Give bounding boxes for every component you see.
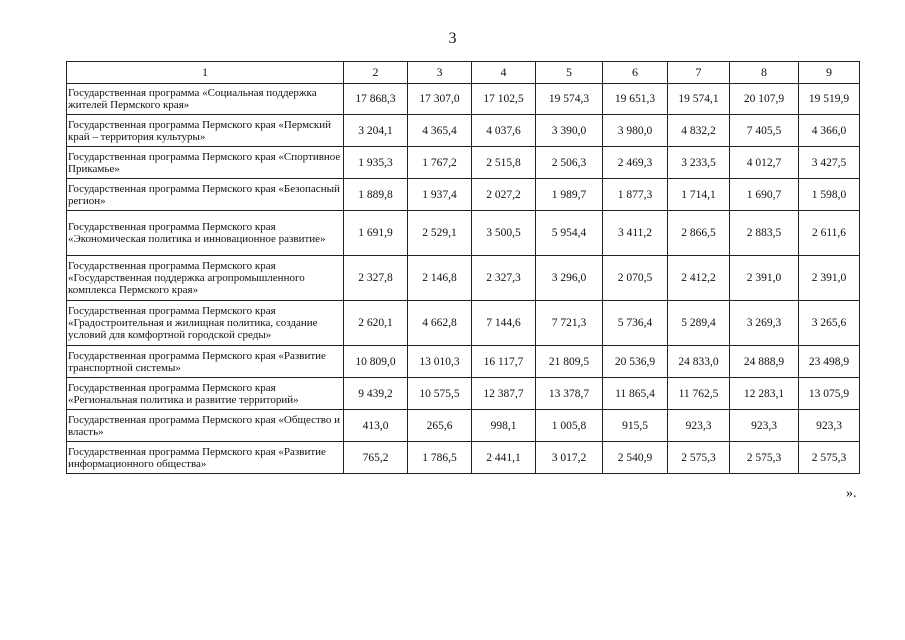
program-name-cell: Государственная программа Пермского края «Пермский край – территория культуры» bbox=[67, 115, 344, 147]
table-row bbox=[67, 442, 860, 474]
page-number: 3 bbox=[448, 30, 457, 47]
column-header-6: 6 bbox=[603, 62, 668, 84]
column-header-4: 4 bbox=[472, 62, 536, 84]
program-name-cell: Государственная программа Пермского края «Безопасный регион» bbox=[67, 179, 344, 211]
value-cell-col-2: 3 204,1 bbox=[344, 115, 408, 147]
program-name-cell: Государственная программа «Социальная поддержка жителей Пермского края» bbox=[67, 84, 344, 115]
value-cell-col-3: 4 662,8 bbox=[408, 301, 472, 346]
value-cell-col-9: 19 519,9 bbox=[799, 84, 860, 115]
value-cell-col-2: 413,0 bbox=[344, 410, 408, 442]
value-cell-col-5: 1 989,7 bbox=[536, 179, 603, 211]
value-cell-col-4: 12 387,7 bbox=[472, 378, 536, 410]
value-cell-col-9: 1 598,0 bbox=[799, 179, 860, 211]
column-header-1: 1 bbox=[67, 62, 344, 84]
value-cell-col-4: 4 037,6 bbox=[472, 115, 536, 147]
value-cell-col-9: 13 075,9 bbox=[799, 378, 860, 410]
value-cell-col-7: 24 833,0 bbox=[668, 346, 730, 378]
value-cell-col-8: 2 883,5 bbox=[730, 211, 799, 256]
table-row bbox=[67, 301, 860, 346]
value-cell-col-8: 4 012,7 bbox=[730, 147, 799, 179]
table-row bbox=[67, 346, 860, 378]
value-cell-col-5: 3 296,0 bbox=[536, 256, 603, 301]
value-cell-col-8: 1 690,7 bbox=[730, 179, 799, 211]
value-cell-col-5: 2 506,3 bbox=[536, 147, 603, 179]
table-row bbox=[67, 256, 860, 301]
value-cell-col-5: 19 574,3 bbox=[536, 84, 603, 115]
value-cell-col-9: 2 575,3 bbox=[799, 442, 860, 474]
value-cell-col-6: 3 980,0 bbox=[603, 115, 668, 147]
value-cell-col-9: 23 498,9 bbox=[799, 346, 860, 378]
closing-quote: ». bbox=[846, 486, 857, 501]
value-cell-col-4: 2 515,8 bbox=[472, 147, 536, 179]
value-cell-col-9: 4 366,0 bbox=[799, 115, 860, 147]
value-cell-col-8: 2 575,3 bbox=[730, 442, 799, 474]
value-cell-col-9: 923,3 bbox=[799, 410, 860, 442]
program-name-cell: Государственная программа Пермского края «Спортивное Прикамье» bbox=[67, 147, 344, 179]
value-cell-col-4: 3 500,5 bbox=[472, 211, 536, 256]
value-cell-col-7: 11 762,5 bbox=[668, 378, 730, 410]
value-cell-col-8: 7 405,5 bbox=[730, 115, 799, 147]
value-cell-col-8: 24 888,9 bbox=[730, 346, 799, 378]
value-cell-col-3: 265,6 bbox=[408, 410, 472, 442]
program-name-cell: Государственная программа Пермского края «Государственная поддержка агропромышленного комплекса Пермского края» bbox=[67, 256, 344, 301]
value-cell-col-4: 2 327,3 bbox=[472, 256, 536, 301]
value-cell-col-2: 765,2 bbox=[344, 442, 408, 474]
value-cell-col-9: 3 265,6 bbox=[799, 301, 860, 346]
value-cell-col-7: 2 866,5 bbox=[668, 211, 730, 256]
value-cell-col-4: 16 117,7 bbox=[472, 346, 536, 378]
column-header-7: 7 bbox=[668, 62, 730, 84]
value-cell-col-5: 3 017,2 bbox=[536, 442, 603, 474]
value-cell-col-7: 1 714,1 bbox=[668, 179, 730, 211]
program-name-cell: Государственная программа Пермского края «Общество и власть» bbox=[67, 410, 344, 442]
value-cell-col-3: 1 937,4 bbox=[408, 179, 472, 211]
value-cell-col-8: 12 283,1 bbox=[730, 378, 799, 410]
table-row bbox=[67, 410, 860, 442]
program-name-cell: Государственная программа Пермского края «Градостроительная и жилищная политика, создание условий для комфортной городской среды» bbox=[67, 301, 344, 346]
value-cell-col-4: 17 102,5 bbox=[472, 84, 536, 115]
value-cell-col-4: 2 027,2 bbox=[472, 179, 536, 211]
value-cell-col-6: 20 536,9 bbox=[603, 346, 668, 378]
value-cell-col-5: 5 954,4 bbox=[536, 211, 603, 256]
table-header-row bbox=[67, 62, 860, 84]
value-cell-col-7: 19 574,1 bbox=[668, 84, 730, 115]
value-cell-col-7: 3 233,5 bbox=[668, 147, 730, 179]
table-row bbox=[67, 211, 860, 256]
table-row bbox=[67, 378, 860, 410]
value-cell-col-2: 10 809,0 bbox=[344, 346, 408, 378]
value-cell-col-3: 4 365,4 bbox=[408, 115, 472, 147]
value-cell-col-8: 2 391,0 bbox=[730, 256, 799, 301]
table-row bbox=[67, 84, 860, 115]
column-header-8: 8 bbox=[730, 62, 799, 84]
value-cell-col-2: 9 439,2 bbox=[344, 378, 408, 410]
value-cell-col-5: 13 378,7 bbox=[536, 378, 603, 410]
value-cell-col-9: 3 427,5 bbox=[799, 147, 860, 179]
value-cell-col-8: 923,3 bbox=[730, 410, 799, 442]
value-cell-col-6: 11 865,4 bbox=[603, 378, 668, 410]
value-cell-col-2: 1 889,8 bbox=[344, 179, 408, 211]
value-cell-col-5: 7 721,3 bbox=[536, 301, 603, 346]
program-name-cell: Государственная программа Пермского края «Развитие транспортной системы» bbox=[67, 346, 344, 378]
value-cell-col-7: 2 412,2 bbox=[668, 256, 730, 301]
value-cell-col-2: 1 935,3 bbox=[344, 147, 408, 179]
value-cell-col-6: 1 877,3 bbox=[603, 179, 668, 211]
value-cell-col-7: 923,3 bbox=[668, 410, 730, 442]
table-row bbox=[67, 179, 860, 211]
value-cell-col-4: 2 441,1 bbox=[472, 442, 536, 474]
column-header-2: 2 bbox=[344, 62, 408, 84]
value-cell-col-6: 2 070,5 bbox=[603, 256, 668, 301]
column-header-5: 5 bbox=[536, 62, 603, 84]
value-cell-col-6: 2 469,3 bbox=[603, 147, 668, 179]
value-cell-col-3: 13 010,3 bbox=[408, 346, 472, 378]
value-cell-col-5: 3 390,0 bbox=[536, 115, 603, 147]
program-name-cell: Государственная программа Пермского края «Региональная политика и развитие территорий» bbox=[67, 378, 344, 410]
table-row bbox=[67, 147, 860, 179]
table-row bbox=[67, 115, 860, 147]
value-cell-col-8: 3 269,3 bbox=[730, 301, 799, 346]
value-cell-col-8: 20 107,9 bbox=[730, 84, 799, 115]
value-cell-col-5: 21 809,5 bbox=[536, 346, 603, 378]
value-cell-col-9: 2 611,6 bbox=[799, 211, 860, 256]
value-cell-col-2: 17 868,3 bbox=[344, 84, 408, 115]
value-cell-col-6: 5 736,4 bbox=[603, 301, 668, 346]
value-cell-col-6: 19 651,3 bbox=[603, 84, 668, 115]
value-cell-col-6: 2 540,9 bbox=[603, 442, 668, 474]
program-name-cell: Государственная программа Пермского края «Развитие информационного общества» bbox=[67, 442, 344, 474]
value-cell-col-3: 10 575,5 bbox=[408, 378, 472, 410]
value-cell-col-4: 998,1 bbox=[472, 410, 536, 442]
value-cell-col-3: 17 307,0 bbox=[408, 84, 472, 115]
value-cell-col-3: 1 786,5 bbox=[408, 442, 472, 474]
value-cell-col-2: 2 327,8 bbox=[344, 256, 408, 301]
value-cell-col-7: 2 575,3 bbox=[668, 442, 730, 474]
value-cell-col-2: 2 620,1 bbox=[344, 301, 408, 346]
value-cell-col-7: 4 832,2 bbox=[668, 115, 730, 147]
value-cell-col-4: 7 144,6 bbox=[472, 301, 536, 346]
budget-table bbox=[66, 61, 860, 474]
value-cell-col-2: 1 691,9 bbox=[344, 211, 408, 256]
program-name-cell: Государственная программа Пермского края «Экономическая политика и инновационное развитие» bbox=[67, 211, 344, 256]
column-header-9: 9 bbox=[799, 62, 860, 84]
table-body bbox=[67, 84, 860, 474]
value-cell-col-6: 3 411,2 bbox=[603, 211, 668, 256]
value-cell-col-3: 2 529,1 bbox=[408, 211, 472, 256]
value-cell-col-7: 5 289,4 bbox=[668, 301, 730, 346]
value-cell-col-6: 915,5 bbox=[603, 410, 668, 442]
value-cell-col-3: 2 146,8 bbox=[408, 256, 472, 301]
value-cell-col-3: 1 767,2 bbox=[408, 147, 472, 179]
value-cell-col-9: 2 391,0 bbox=[799, 256, 860, 301]
value-cell-col-5: 1 005,8 bbox=[536, 410, 603, 442]
column-header-3: 3 bbox=[408, 62, 472, 84]
